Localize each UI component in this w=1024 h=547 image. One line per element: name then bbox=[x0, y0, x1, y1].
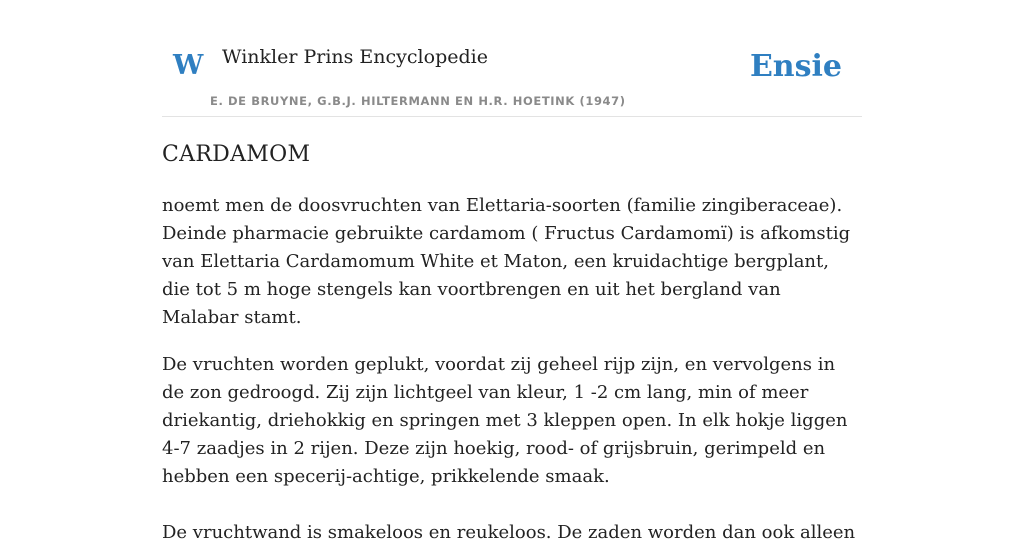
winkler-prins-logo-icon[interactable]: W bbox=[173, 50, 204, 81]
source-title[interactable]: Winkler Prins Encyclopedie bbox=[222, 46, 488, 68]
article-headword: CARDAMOM bbox=[162, 142, 311, 167]
source-authors: E. DE BRUYNE, G.B.J. HILTERMANN EN H.R. HOETINK (1947) bbox=[210, 94, 626, 108]
article-paragraph: noemt men de doosvruchten van Elettaria-soorten (familie zingiberaceae). Deinde pharmacie gebruikte cardamom ( Fructus Cardamomï) is afkomstig van Elettaria Cardamomum White et Maton, een kruidachtige bergplant, die tot 5 m hoge stengels kan voortbrengen en uit het bergland van Malabar stamt. bbox=[162, 195, 851, 328]
article-paragraph: De vruchten worden geplukt, voordat zij geheel rijp zijn, en vervolgens in de zon gedroogd. Zij zijn lichtgeel van kleur, 1 -2 cm lang, min of meer driekantig, driehokkig en springen met 3 kleppen open. In elk hokje liggen 4-7 zaadjes in 2 rijen. Deze zijn hoekig, rood- of grijsbruin, gerimpeld en hebben een specerij-achtige, prikkelende smaak. bbox=[162, 354, 848, 487]
article-paragraph: De vruchtwand is smakeloos en reukeloos. De zaden worden dan ook alleen bbox=[162, 522, 856, 543]
source-header bbox=[162, 0, 862, 117]
ensie-logo-link[interactable]: Ensie bbox=[749, 49, 842, 84]
article bbox=[162, 140, 862, 547]
